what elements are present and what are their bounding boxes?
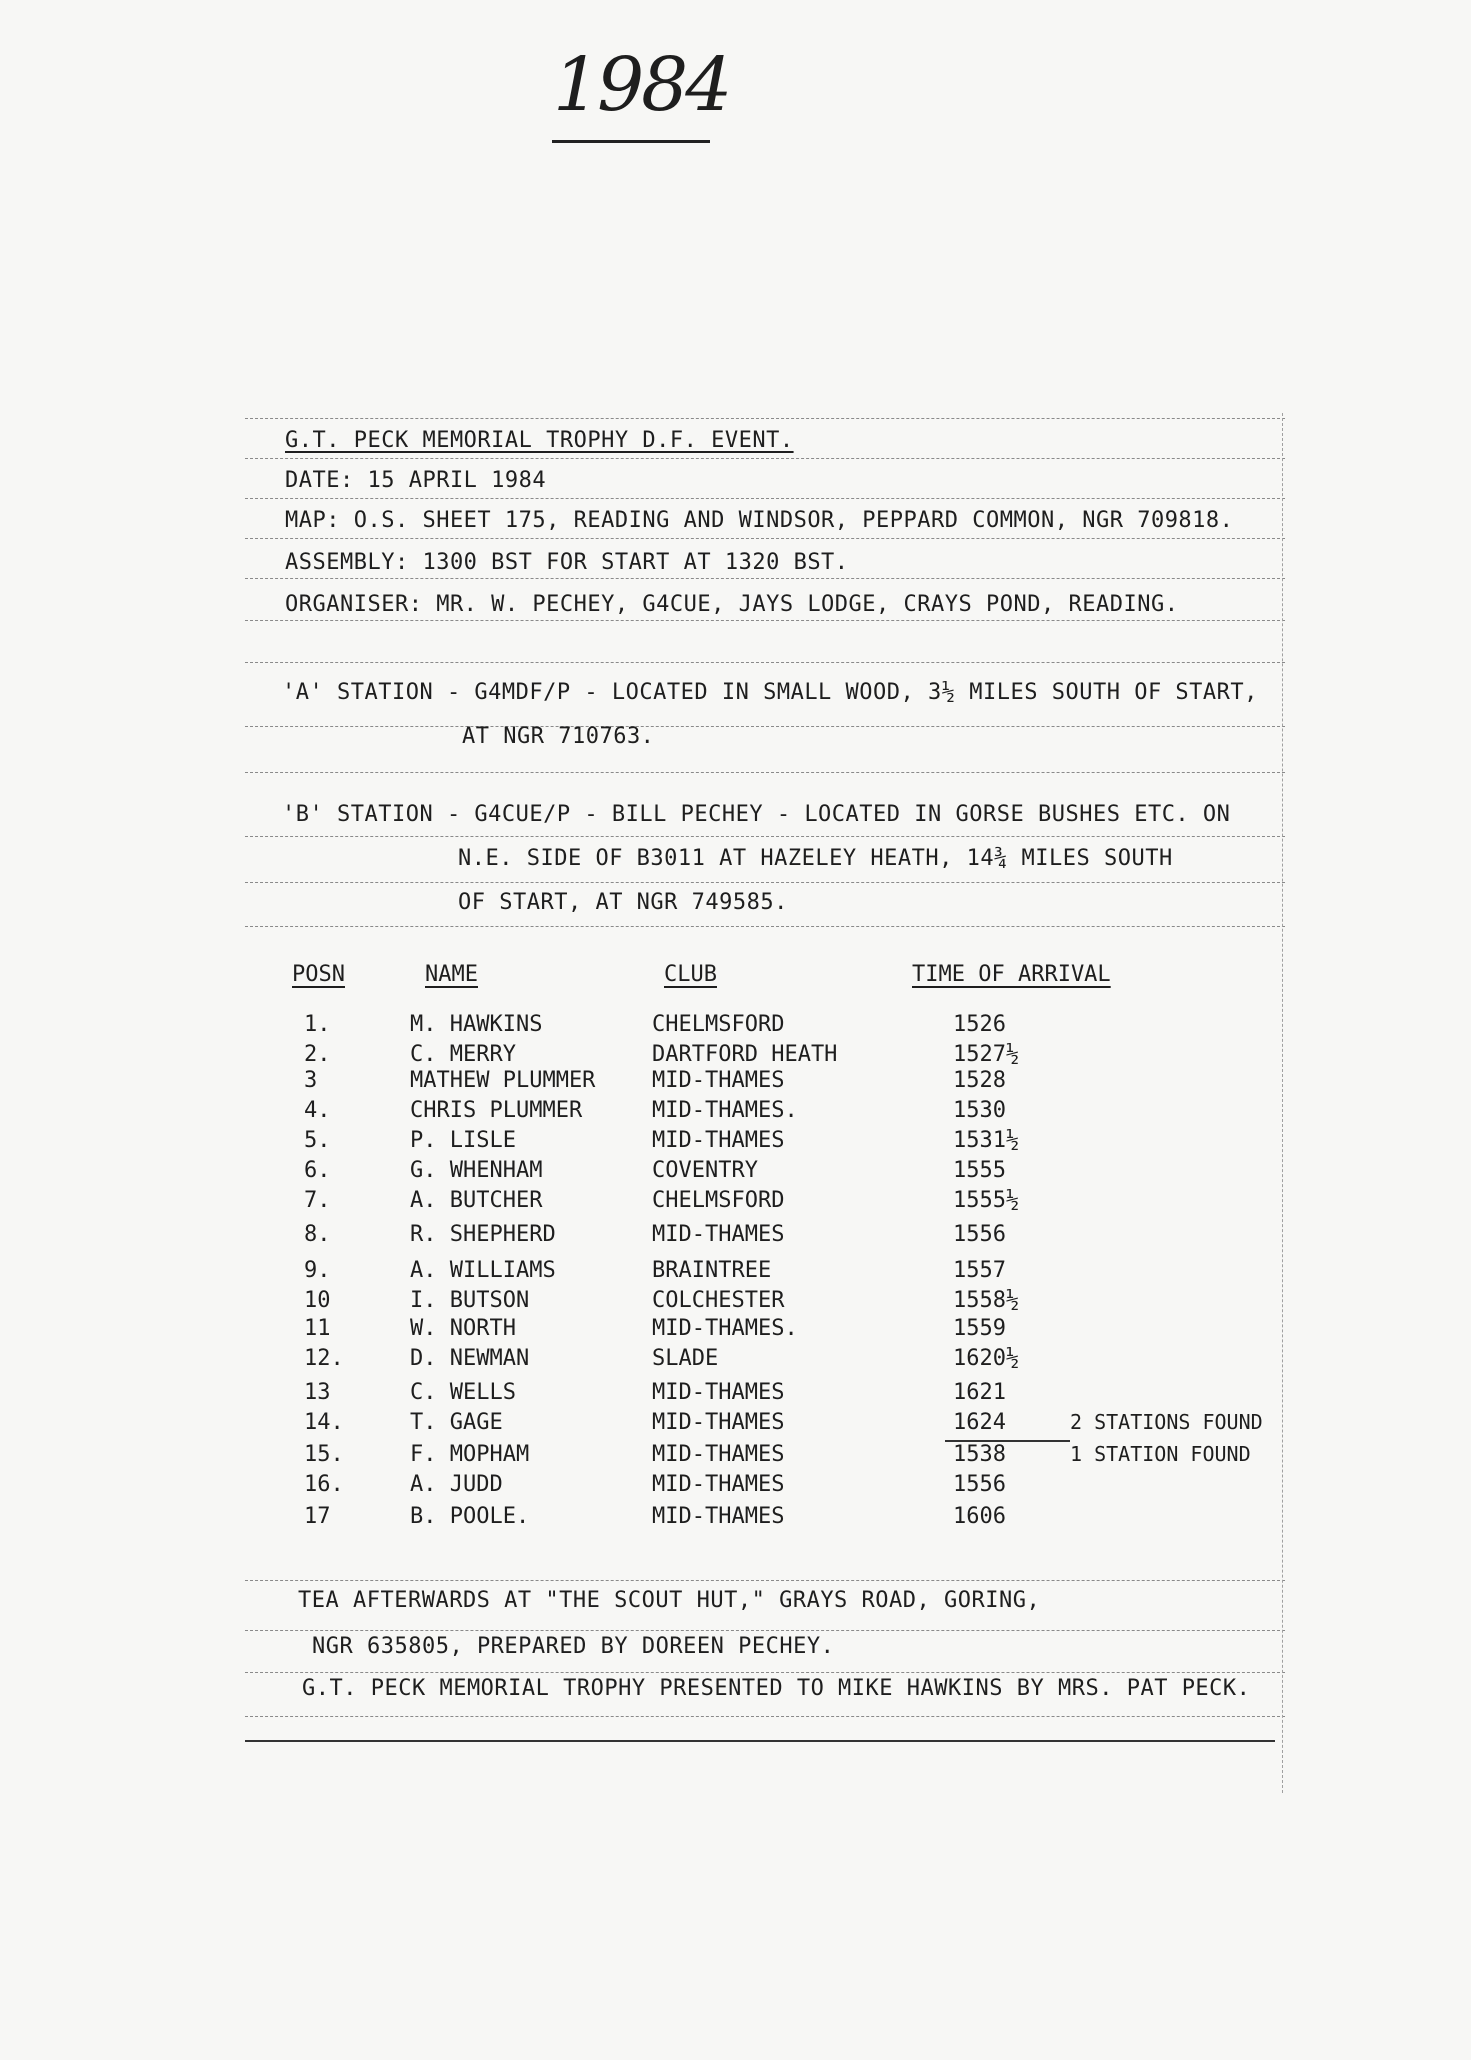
table-row: [0, 1410, 1471, 1440]
ruled-line: [245, 882, 1285, 883]
row-time: 1557: [953, 1258, 1006, 1283]
footer-line2: NGR 635805, PREPARED BY DOREEN PECHEY.: [312, 1634, 835, 1659]
row-time: 1624: [953, 1410, 1006, 1435]
row-time: 1531½: [953, 1128, 1020, 1153]
row-pos: 13: [304, 1380, 331, 1405]
row-name: T. GAGE: [410, 1410, 503, 1435]
event-title: G.T. PECK MEMORIAL TROPHY D.F. EVENT.: [285, 428, 794, 453]
row-time: 1555½: [953, 1188, 1020, 1213]
row-pos: 3: [304, 1068, 318, 1093]
station-a-line1: 'A' STATION - G4MDF/P - LOCATED IN SMALL WOOD, 3½ MILES SOUTH OF START,: [282, 680, 1258, 705]
table-row: [0, 1012, 1471, 1042]
row-time: 1621: [953, 1380, 1006, 1405]
ruled-line: [245, 458, 1285, 459]
ruled-line: [245, 926, 1285, 927]
table-row: [0, 1346, 1471, 1376]
table-row: [0, 1258, 1471, 1288]
table-row: [0, 1380, 1471, 1410]
ruled-line: [245, 662, 1285, 663]
row-name: G. WHENHAM: [410, 1158, 543, 1183]
year-underline: [552, 140, 710, 143]
row-name: M. HAWKINS: [410, 1012, 543, 1037]
row-note: 2 STATIONS FOUND: [1070, 1410, 1263, 1434]
row-name: W. NORTH: [410, 1316, 516, 1341]
row-club: COVENTRY: [652, 1158, 758, 1183]
ruled-line: [245, 1580, 1285, 1581]
row-time: 1530: [953, 1098, 1006, 1123]
row-pos: 10: [304, 1288, 331, 1313]
bottom-rule: [245, 1740, 1275, 1742]
row-name: CHRIS PLUMMER: [410, 1098, 583, 1123]
station-b-line3: OF START, AT NGR 749585.: [458, 890, 788, 915]
row-club: CHELMSFORD: [652, 1188, 785, 1213]
table-row: [0, 1504, 1471, 1534]
col-header-pos: POSN: [292, 962, 345, 987]
row-name: P. LISLE: [410, 1128, 516, 1153]
row-name: R. SHEPHERD: [410, 1222, 556, 1247]
year-heading: 1984: [553, 42, 730, 128]
row-name: F. MOPHAM: [410, 1442, 530, 1467]
row-club: MID-THAMES: [652, 1504, 785, 1529]
row-pos: 12.: [304, 1346, 344, 1371]
row-time: 1556: [953, 1222, 1006, 1247]
row-club: MID-THAMES: [652, 1128, 785, 1153]
row-note: 1 STATION FOUND: [1070, 1442, 1251, 1466]
table-row: [0, 1128, 1471, 1158]
row-time: 1606: [953, 1504, 1006, 1529]
table-row: [0, 1222, 1471, 1252]
row-time: 1620½: [953, 1346, 1020, 1371]
row-pos: 16.: [304, 1472, 344, 1497]
row-pos: 7.: [304, 1188, 331, 1213]
row-time: 1538: [953, 1442, 1006, 1467]
event-organiser: ORGANISER: MR. W. PECHEY, G4CUE, JAYS LODGE, CRAYS POND, READING.: [285, 592, 1179, 617]
row-pos: 11: [304, 1316, 331, 1341]
row-club: MID-THAMES: [652, 1410, 785, 1435]
table-row: [0, 1188, 1471, 1218]
station-a-line2: AT NGR 710763.: [462, 724, 655, 749]
time-separator-rule: [945, 1440, 1070, 1442]
row-club: COLCHESTER: [652, 1288, 785, 1313]
col-header-time: TIME OF ARRIVAL: [912, 962, 1111, 987]
row-time: 1555: [953, 1158, 1006, 1183]
row-name: B. POOLE.: [410, 1504, 530, 1529]
row-club: CHELMSFORD: [652, 1012, 785, 1037]
row-club: MID-THAMES.: [652, 1316, 798, 1341]
table-row: [0, 1098, 1471, 1128]
row-pos: 17: [304, 1504, 331, 1529]
ruled-line: [245, 726, 1285, 727]
ruled-line: [245, 1672, 1285, 1673]
ruled-line: [245, 836, 1285, 837]
table-row: [0, 1288, 1471, 1318]
ruled-line: [245, 1630, 1285, 1631]
ruled-line: [245, 620, 1285, 621]
row-name: MATHEW PLUMMER: [410, 1068, 596, 1093]
row-time: 1528: [953, 1068, 1006, 1093]
ruled-line: [245, 498, 1285, 499]
row-club: MID-THAMES: [652, 1380, 785, 1405]
row-pos: 5.: [304, 1128, 331, 1153]
row-club: MID-THAMES: [652, 1442, 785, 1467]
row-name: A. JUDD: [410, 1472, 503, 1497]
row-time: 1526: [953, 1012, 1006, 1037]
row-pos: 15.: [304, 1442, 344, 1467]
ruled-line: [245, 578, 1285, 579]
row-club: DARTFORD HEATH: [652, 1042, 838, 1067]
col-header-name: NAME: [425, 962, 478, 987]
row-name: I. BUTSON: [410, 1288, 530, 1313]
row-name: C. WELLS: [410, 1380, 516, 1405]
row-time: 1527½: [953, 1042, 1020, 1067]
row-name: C. MERRY: [410, 1042, 516, 1067]
table-row: [0, 1068, 1471, 1098]
row-club: BRAINTREE: [652, 1258, 772, 1283]
footer-line1: TEA AFTERWARDS AT "THE SCOUT HUT," GRAYS ROAD, GORING,: [298, 1588, 1041, 1613]
row-pos: 1.: [304, 1012, 331, 1037]
ruled-line: [245, 1716, 1285, 1717]
row-pos: 9.: [304, 1258, 331, 1283]
row-time: 1558½: [953, 1288, 1020, 1313]
ruled-line: [245, 538, 1285, 539]
row-time: 1559: [953, 1316, 1006, 1341]
row-club: SLADE: [652, 1346, 719, 1371]
event-date: DATE: 15 APRIL 1984: [285, 468, 547, 493]
row-pos: 6.: [304, 1158, 331, 1183]
row-pos: 2.: [304, 1042, 331, 1067]
ruled-line: [245, 418, 1285, 419]
col-header-club: CLUB: [664, 962, 717, 987]
row-club: MID-THAMES: [652, 1068, 785, 1093]
row-club: MID-THAMES.: [652, 1098, 798, 1123]
table-row: [0, 1472, 1471, 1502]
event-map: MAP: O.S. SHEET 175, READING AND WINDSOR, PEPPARD COMMON, NGR 709818.: [285, 508, 1234, 533]
station-b-line2: N.E. SIDE OF B3011 AT HAZELEY HEATH, 14¾ MILES SOUTH: [458, 846, 1173, 871]
row-pos: 4.: [304, 1098, 331, 1123]
table-row: [0, 1316, 1471, 1346]
row-club: MID-THAMES: [652, 1472, 785, 1497]
row-pos: 14.: [304, 1410, 344, 1435]
footer-line3: G.T. PECK MEMORIAL TROPHY PRESENTED TO MIKE HAWKINS BY MRS. PAT PECK.: [302, 1676, 1251, 1701]
row-name: D. NEWMAN: [410, 1346, 530, 1371]
row-pos: 8.: [304, 1222, 331, 1247]
table-row: [0, 1158, 1471, 1188]
row-name: A. BUTCHER: [410, 1188, 543, 1213]
event-assembly: ASSEMBLY: 1300 BST FOR START AT 1320 BST.: [285, 550, 849, 575]
station-b-line1: 'B' STATION - G4CUE/P - BILL PECHEY - LOCATED IN GORSE BUSHES ETC. ON: [282, 802, 1231, 827]
row-time: 1556: [953, 1472, 1006, 1497]
row-club: MID-THAMES: [652, 1222, 785, 1247]
ruled-line: [245, 772, 1285, 773]
row-name: A. WILLIAMS: [410, 1258, 556, 1283]
table-row: [0, 1442, 1471, 1472]
